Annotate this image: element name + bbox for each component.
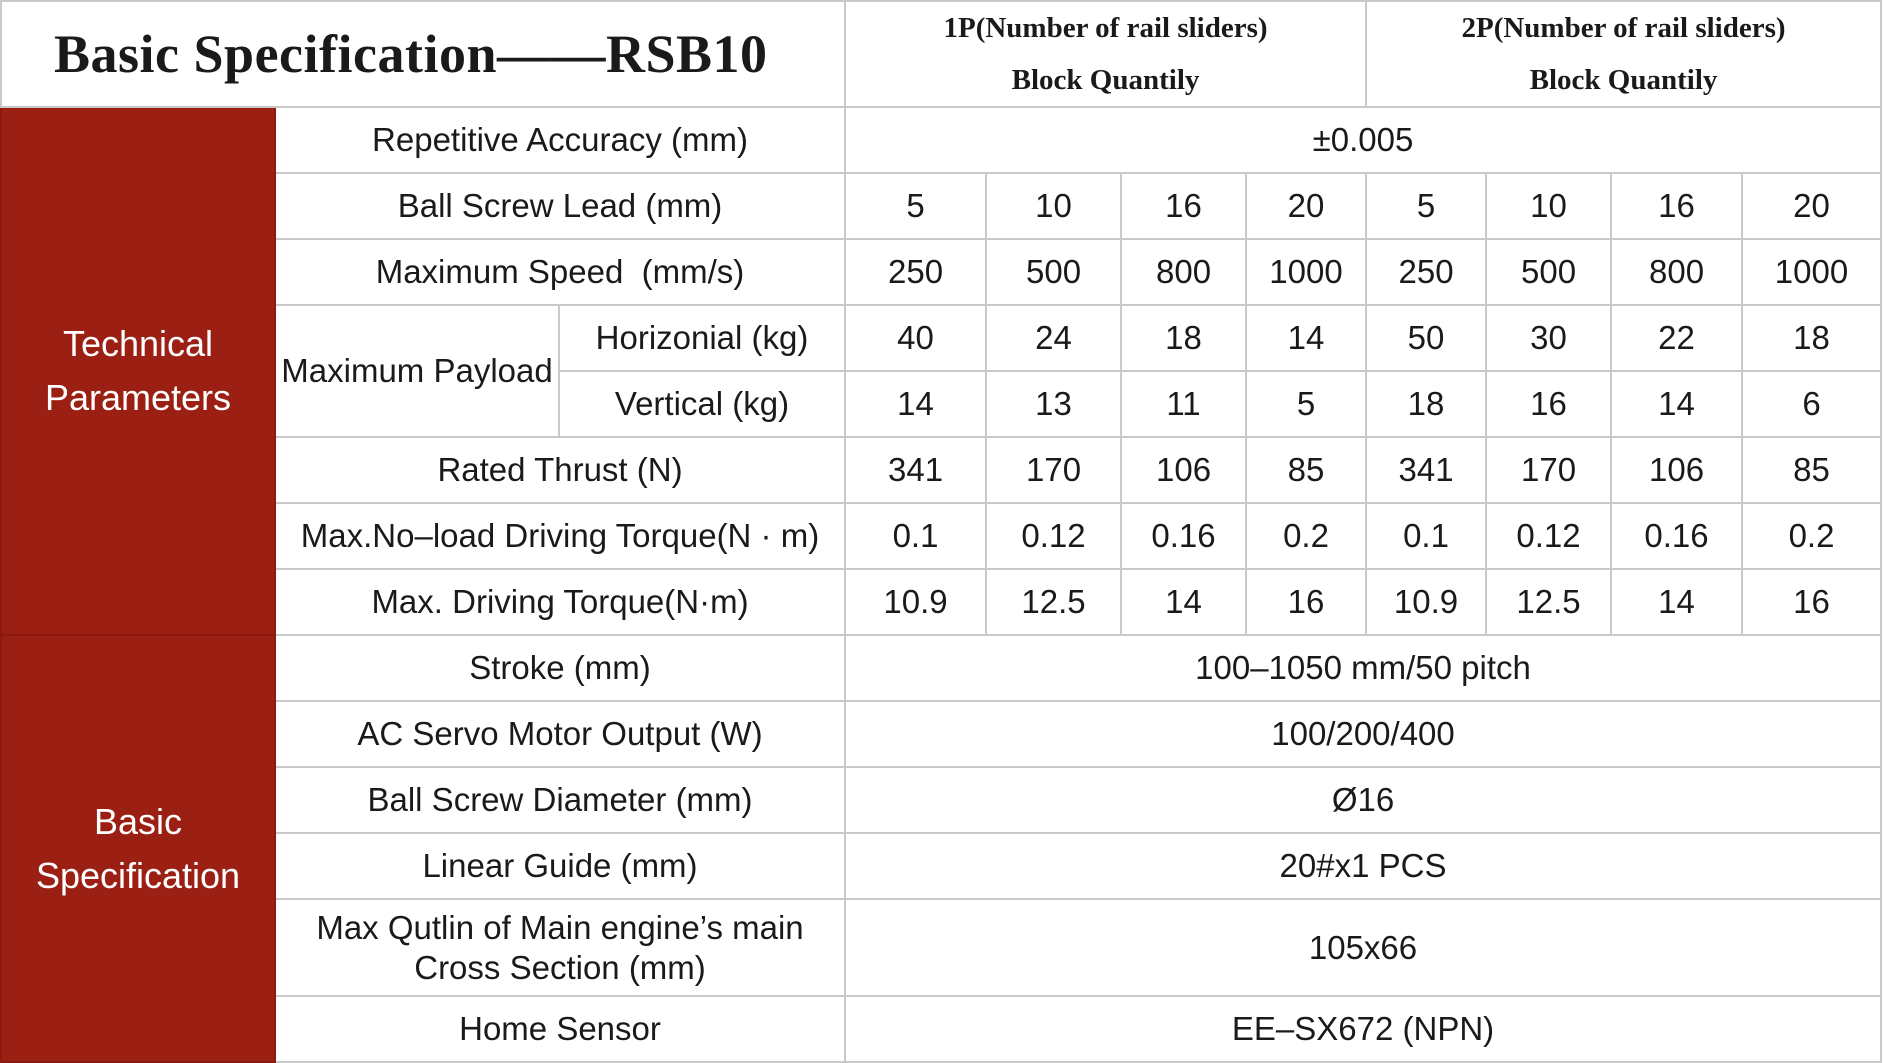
param-payload-vertical: Vertical (kg) [559,371,845,437]
value-cell: 16 [1121,173,1246,239]
table-row [1,503,1881,569]
param-maximum-payload: Maximum Payload [275,305,559,437]
group-header-1p-line2: Block Quantily [1011,64,1200,96]
value-cell: 170 [986,437,1121,503]
param-cross-section-line2: Cross Section (mm) [414,948,706,986]
param-stroke: Stroke (mm) [275,635,845,701]
category-basic-line1: Basic [93,800,183,842]
category-technical-line1: Technical [62,323,214,364]
header-row [1,1,1881,107]
category-basic-line2: Specification [35,854,241,896]
param-linear-guide: Linear Guide (mm) [275,833,845,899]
value-cell: 0.16 [1121,503,1246,569]
table-row [1,767,1881,833]
value-cell: 106 [1121,437,1246,503]
value-cell: 30 [1486,305,1611,371]
value-cell: 1000 [1246,239,1366,305]
value-cell: 10.9 [845,569,986,635]
param-payload-horizontal: Horizonial (kg) [559,305,845,371]
value-cell: 14 [1611,569,1742,635]
param-repetitive-accuracy: Repetitive Accuracy (mm) [275,107,845,173]
table-row [1,107,1881,173]
value-cell: 0.16 [1611,503,1742,569]
param-no-load-torque: Max.No–load Driving Torque(N · m) [275,503,845,569]
value-cell: 1000 [1742,239,1881,305]
value-cell: 18 [1742,305,1881,371]
group-header-1p [845,1,1366,107]
value-cell: 250 [1366,239,1486,305]
value-cell: 0.12 [1486,503,1611,569]
param-maximum-speed: Maximum Speed (mm/s) [275,239,845,305]
param-rated-thrust: Rated Thrust (N) [275,437,845,503]
value-cell: 0.1 [1366,503,1486,569]
value-cell: 50 [1366,305,1486,371]
value-cell: 16 [1246,569,1366,635]
value-cell: 341 [1366,437,1486,503]
value-cell: 6 [1742,371,1881,437]
value-cell: 5 [1246,371,1366,437]
value-cell: 40 [845,305,986,371]
table-row [1,701,1881,767]
param-ball-screw-lead: Ball Screw Lead (mm) [275,173,845,239]
value-cell: 0.2 [1246,503,1366,569]
value-cell: 10 [986,173,1121,239]
value-cell: 16 [1742,569,1881,635]
param-motor-output: AC Servo Motor Output (W) [275,701,845,767]
value-cell: 11 [1121,371,1246,437]
value-cell: 500 [1486,239,1611,305]
value-motor-output: 100/200/400 [845,701,1881,767]
category-basic-specification [1,635,275,1062]
value-cell: 5 [845,173,986,239]
value-cell: 22 [1611,305,1742,371]
value-cell: 10 [1486,173,1611,239]
param-home-sensor: Home Sensor [275,996,845,1062]
table-row [1,437,1881,503]
param-max-driving-torque: Max. Driving Torque(N·m) [275,569,845,635]
value-cross-section: 105x66 [845,899,1881,996]
table-row [1,569,1881,635]
param-ball-screw-diameter: Ball Screw Diameter (mm) [275,767,845,833]
value-cell: 341 [845,437,986,503]
param-cross-section-line1: Max Qutlin of Main engine’s main [316,908,804,946]
param-cross-section [275,899,845,996]
value-cell: 14 [1611,371,1742,437]
group-header-1p-line1: 1P(Number of rail sliders) [943,12,1268,44]
group-header-2p-line1: 2P(Number of rail sliders) [1461,12,1786,44]
category-technical-line2: Parameters [44,377,232,418]
value-cell: 0.2 [1742,503,1881,569]
value-cell: 500 [986,239,1121,305]
value-cell: 85 [1246,437,1366,503]
value-cell: 18 [1366,371,1486,437]
value-cell: 250 [845,239,986,305]
value-cell: 18 [1121,305,1246,371]
value-cell: 170 [1486,437,1611,503]
value-linear-guide: 20#x1 PCS [845,833,1881,899]
table-row [1,305,1881,371]
value-cell: 14 [1246,305,1366,371]
value-cell: 20 [1246,173,1366,239]
value-cell: 10.9 [1366,569,1486,635]
value-cell: 5 [1366,173,1486,239]
value-cell: 106 [1611,437,1742,503]
value-cell: 13 [986,371,1121,437]
value-cell: 85 [1742,437,1881,503]
value-stroke: 100–1050 mm/50 pitch [845,635,1881,701]
group-header-2p [1366,1,1881,107]
value-ball-screw-diameter: Ø16 [845,767,1881,833]
value-cell: 14 [845,371,986,437]
category-technical-parameters [1,107,275,635]
table-row [1,635,1881,701]
value-cell: 14 [1121,569,1246,635]
table-row [1,833,1881,899]
value-cell: 800 [1611,239,1742,305]
value-cell: 800 [1121,239,1246,305]
value-cell: 0.1 [845,503,986,569]
value-cell: 12.5 [1486,569,1611,635]
value-cell: 12.5 [986,569,1121,635]
table-row [1,996,1881,1062]
table-title: Basic Specification——RSB10 [1,1,845,107]
group-header-2p-line2: Block Quantily [1529,64,1718,96]
value-repetitive-accuracy: ±0.005 [845,107,1881,173]
value-cell: 16 [1611,173,1742,239]
value-home-sensor: EE–SX672 (NPN) [845,996,1881,1062]
value-cell: 24 [986,305,1121,371]
table-row [1,173,1881,239]
value-cell: 0.12 [986,503,1121,569]
table-row [1,899,1881,996]
value-cell: 20 [1742,173,1881,239]
table-row [1,239,1881,305]
value-cell: 16 [1486,371,1611,437]
